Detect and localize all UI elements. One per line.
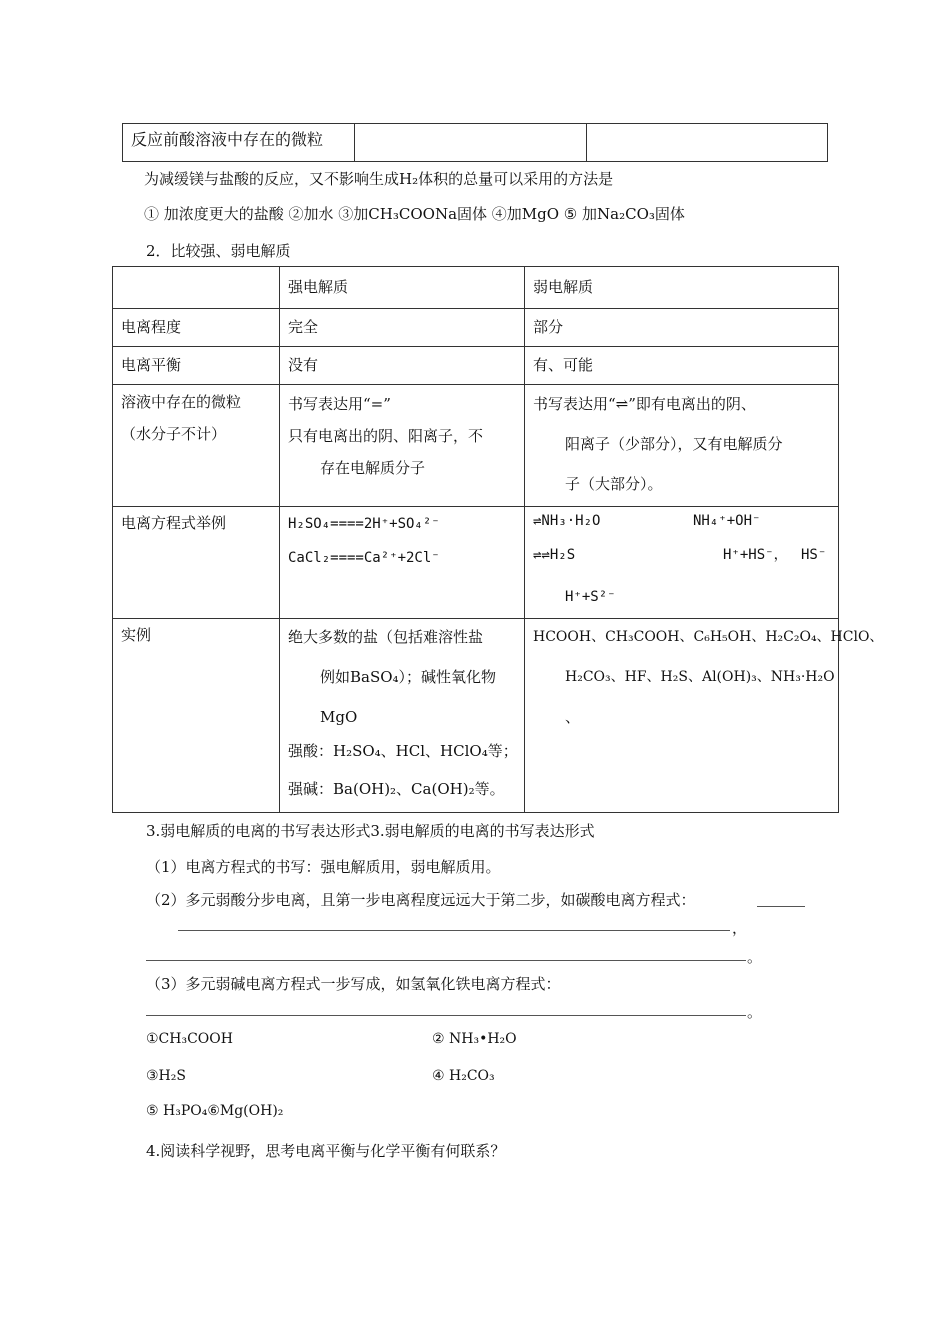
section3-item2: （2）多元弱酸分步电离，且第一步电离程度远远大于第二步，如碳酸电离方程式：	[146, 891, 696, 909]
particles-strong-line: 存在电解质分子	[320, 459, 426, 477]
period-mark: 。	[747, 948, 763, 966]
examples-weak-line: H₂CO₃、HF、H₂S、Al(OH)₃、NH₃·H₂O	[565, 669, 835, 685]
top-table-cell-3	[587, 124, 828, 162]
particles-weak-line: 阳离子（少部分），又有电解质分	[565, 435, 783, 453]
question1-text: 为减缓镁与盐酸的反应，又不影响生成H₂体积的总量可以采用的方法是	[144, 170, 614, 188]
header-strong: 强电解质	[280, 267, 525, 309]
top-table-label: 反应前酸溶液中存在的微粒	[123, 124, 355, 162]
example-2: ② NH₃•H₂O	[432, 1031, 517, 1047]
example-5: ⑤ H₃PO₄⑥Mg(OH)₂	[146, 1103, 284, 1119]
answer-line-2[interactable]	[178, 930, 730, 931]
equation-weak-hs2: HS⁻	[801, 547, 827, 563]
row-degree-weak: 部分	[525, 309, 839, 347]
examples-strong-line: 强碱：Ba(OH)₂、Ca(OH)₂等。	[288, 780, 505, 798]
answer-line-3[interactable]	[146, 960, 746, 961]
example-3: ③H₂S	[146, 1068, 186, 1084]
section2-heading: 2．比较强、弱电解质	[146, 242, 291, 260]
examples-weak-line: 、	[565, 708, 581, 726]
particles-strong-line: 只有电离出的阴、阳离子，不	[288, 427, 484, 445]
row-degree-strong: 完全	[280, 309, 525, 347]
row-equilibrium-strong: 没有	[280, 347, 525, 385]
particles-weak-line: 子（大部分）。	[565, 475, 663, 493]
period-mark-2: 。	[747, 1003, 763, 1021]
comparison-table	[112, 266, 884, 813]
row-equation-strong	[280, 507, 525, 619]
row-particles-strong	[280, 385, 525, 507]
example-4: ④ H₂CO₃	[432, 1068, 495, 1084]
row-equation-weak	[525, 507, 839, 619]
examples-strong-line: 绝大多数的盐（包括难溶性盐	[288, 628, 484, 646]
equation-weak-nh3: ⇌NH₃·H₂O	[533, 513, 601, 529]
row-examples-strong	[280, 619, 525, 813]
examples-strong-line: 强酸：H₂SO₄、HCl、HClO₄等；	[288, 742, 518, 760]
row-particles-label	[113, 385, 280, 507]
equation-strong-line: CaCl₂====Ca²⁺+2Cl⁻	[288, 550, 440, 566]
header-empty	[113, 267, 280, 309]
comma-mark: ，	[732, 919, 748, 937]
answer-line-4[interactable]	[146, 1015, 746, 1016]
top-table	[122, 123, 828, 162]
row-equation-label: 电离方程式举例	[113, 507, 280, 619]
row-degree-label: 电离程度	[113, 309, 280, 347]
equation-strong-line: H₂SO₄====2H⁺+SO₄²⁻	[288, 516, 440, 532]
question1-options: ① 加浓度更大的盐酸 ②加水 ③加CH₃COONa固体 ④加MgO ⑤ 加Na₂CO₃固体	[144, 205, 685, 223]
row-examples-weak	[525, 619, 884, 813]
example-1: ①CH₃COOH	[146, 1031, 233, 1047]
equation-weak-s2: H⁺+S²⁻	[565, 589, 616, 605]
particles-weak-line: 书写表达用“⇌”即有电离出的阴、	[533, 395, 756, 413]
section4-text: 4.阅读科学视野，思考电离平衡与化学平衡有何联系？	[146, 1142, 506, 1160]
header-weak: 弱电解质	[525, 267, 839, 309]
examples-strong-line: MgO	[320, 708, 358, 726]
equation-weak-nh4: NH₄⁺+OH⁻	[693, 513, 761, 529]
examples-strong-line: 例如BaSO₄）；碱性氧化物	[320, 668, 497, 686]
particles-label-line: （水分子不计）	[121, 425, 227, 443]
examples-weak-line: HCOOH、CH₃COOH、C₆H₅OH、H₂C₂O₄、HClO、	[533, 629, 884, 645]
answer-line-1[interactable]	[757, 906, 805, 907]
row-equilibrium-weak: 有、可能	[525, 347, 839, 385]
top-table-cell-2	[355, 124, 587, 162]
equation-weak-hs: H⁺+HS⁻，	[723, 547, 788, 563]
particles-strong-line: 书写表达用“=”	[288, 395, 391, 413]
row-equilibrium-label: 电离平衡	[113, 347, 280, 385]
row-examples-label: 实例	[113, 619, 280, 813]
section3-item3: （3）多元弱碱电离方程式一步写成，如氢氧化铁电离方程式：	[146, 975, 561, 993]
row-particles-weak	[525, 385, 839, 507]
equation-weak-h2s: ⇌⇌H₂S	[533, 547, 576, 563]
section3-heading: 3.弱电解质的电离的书写表达形式3.弱电解质的电离的书写表达形式	[146, 822, 595, 840]
section3-item1: （1）电离方程式的书写：强电解质用，弱电解质用。	[146, 858, 501, 876]
particles-label-line: 溶液中存在的微粒	[121, 393, 242, 411]
